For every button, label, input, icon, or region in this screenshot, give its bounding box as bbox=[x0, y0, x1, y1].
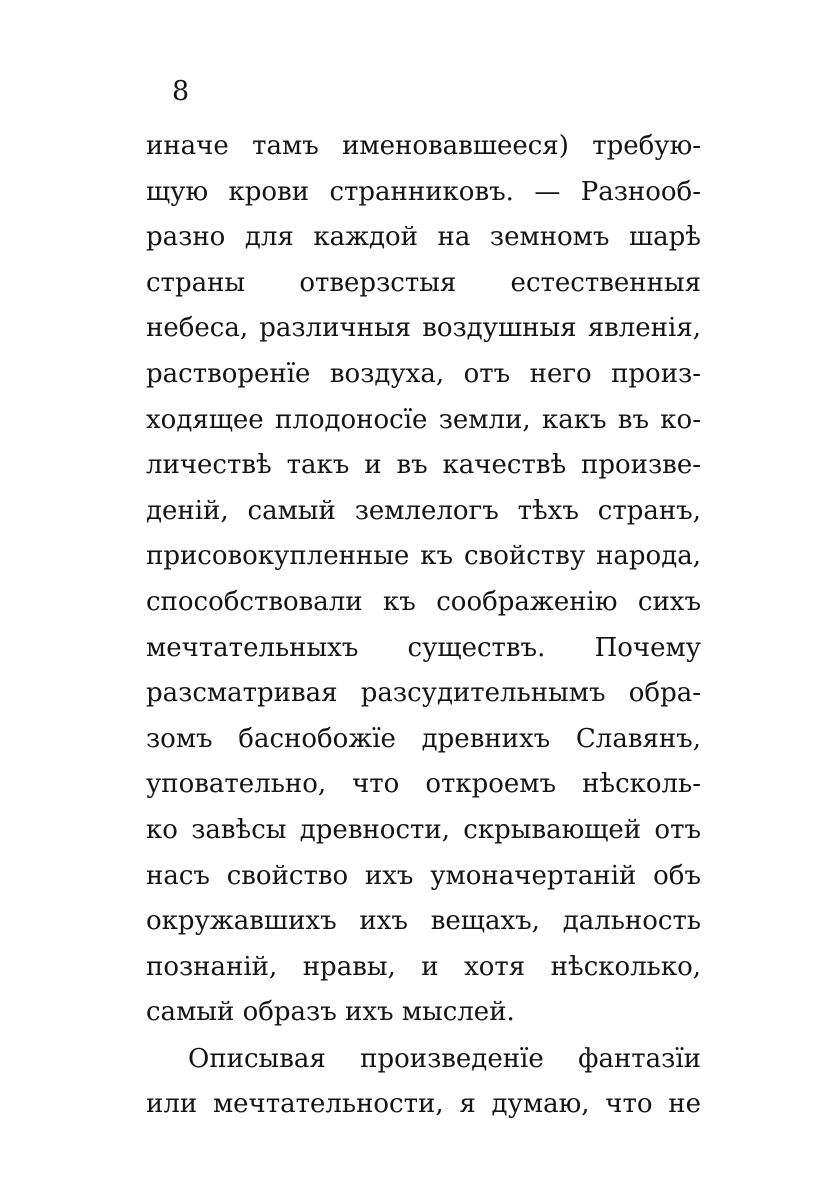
body-text bbox=[146, 124, 701, 1128]
text-line: зомъ баснобожїе древнихъ Славянъ, bbox=[146, 723, 701, 754]
text-line: насъ свойство ихъ умоначертаній объ bbox=[146, 860, 701, 891]
text-line: самый образъ ихъ мыслей. bbox=[146, 997, 515, 1028]
text-line: иначе тамъ именовавшееся) требую- bbox=[146, 131, 701, 161]
text-line: мечтательныхъ существъ. Почему bbox=[146, 632, 701, 663]
text-line: уповательно, что откроемъ нѣсколь- bbox=[146, 769, 701, 800]
text-line: личествѣ такъ и въ качествѣ произве- bbox=[146, 450, 701, 481]
paragraph-2 bbox=[146, 1037, 701, 1128]
text-line: ходящее плодоносїе земли, какъ въ ко- bbox=[146, 404, 701, 435]
text-line: Описывая произведенїе фантазїи bbox=[188, 1043, 701, 1074]
text-line: присовокупленные къ свойству народа, bbox=[146, 541, 701, 572]
text-line: деній, самый землелогъ тѣхъ странъ, bbox=[146, 495, 701, 526]
text-line: растворенїе воздуха, отъ него произ- bbox=[146, 358, 701, 389]
text-line: небеса, различныя воздушныя явленія, bbox=[146, 313, 701, 344]
text-line: окружавшихъ ихъ вещахъ, дальность bbox=[146, 906, 701, 937]
text-line: разсматривая разсудительнымъ обра- bbox=[146, 678, 701, 709]
text-line: разно для каждой на земномъ шарѣ bbox=[146, 222, 701, 253]
paragraph-1 bbox=[146, 124, 701, 1036]
page-number: 8 bbox=[172, 76, 190, 107]
text-line: способствовали къ соображенію сихъ bbox=[146, 586, 701, 617]
text-line: ко завѣсы древности, скрывающей отъ bbox=[146, 814, 701, 845]
text-line: страны отверзстыя естественныя bbox=[146, 267, 701, 298]
text-line: познаній, нравы, и хотя нѣсколько, bbox=[146, 951, 701, 982]
text-line: или мечтательности, я думаю, что не bbox=[146, 1089, 701, 1120]
text-line: щую крови странниковъ. — Разнооб- bbox=[146, 176, 701, 207]
